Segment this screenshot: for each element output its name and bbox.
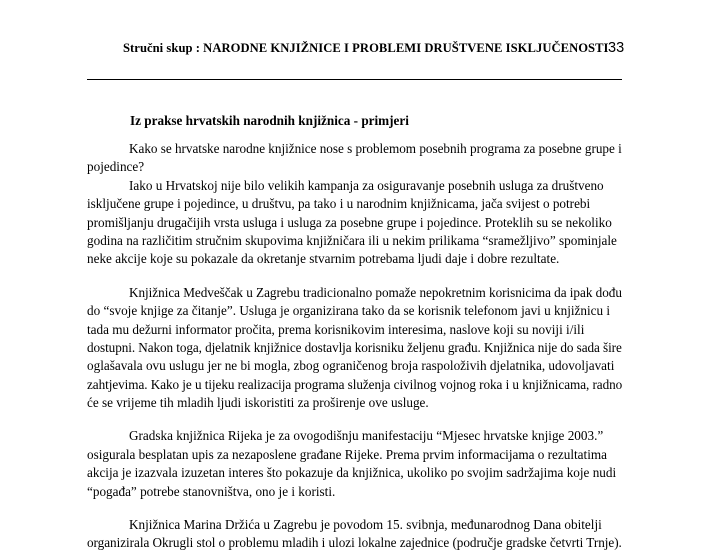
paragraph-gap [87,269,622,284]
body-text [87,140,622,553]
page-number: 33 [608,40,625,56]
text-line: Gradska knjižnica Rijeka je za ovogodišnju manifestaciju “Mjesec hrvatske knjige 2003.” [129,428,604,444]
text-line: isključene grupe i pojedince, u društvu, pa tako i u narodnim knjižnicama, jača svijest o potrebi [87,196,591,212]
text-line: do “svoje knjige za čitanje”. Usluga je organizirana tako da se korisnik telefonom javi u knjižnicu i [87,303,611,319]
text-line: oglašavala ovu uslugu jer ne bi mogla, zbog ograničenog broja raspoloživih djelatnika, udovoljavati [87,358,615,374]
text-line: osigurala besplatan upis za nezaposlene građane Rijeke. Prema prvim informacijama o rezultatima [87,446,607,462]
text-line: pojedince? [87,159,145,175]
text-line: Knjižnica Marina Držića u Zagrebu je povodom 15. svibnja, međunarodnog Dana obitelji [129,517,602,533]
text-line: “pogađa” potrebe stanovništva, ono je i koristi. [87,483,336,499]
paragraph-question [87,140,622,177]
running-header [0,38,706,60]
header-rule [87,79,622,80]
text-line: akcija je izazvala izuzetan interes što pokazuje da knjižnica, ukoliko po svojim sadržajima koje nudi [87,465,617,481]
paragraph-rijeka [87,427,622,501]
text-line: Iako u Hrvatskoj nije bilo velikih kampanja za osiguravanje posebnih usluga za društveno [129,177,604,193]
paragraph-medvescak [87,284,622,413]
text-line: dostupni. Nakon toga, djelatnik knjižnice dostavlja korisniku željenu građu. Knjižnica nije do sada šire [87,339,622,355]
running-header-title: Stručni skup : NARODNE KNJIŽNICE I PROBLEMI DRUŠTVENE ISKLJUČENOSTI [123,41,609,55]
text-line: Knjižnica Medveščak u Zagrebu tradicionalno pomaže nepokretnim korisnicima da ipak dođu [129,284,622,300]
paragraph-gap [87,412,622,427]
text-line: zahtjevima. Kako je u tijeku realizacija programa služenja civilnog vojnog roka i u knjižnicama, radno [87,376,623,392]
paragraph-awareness [87,177,622,269]
text-line: godina na različitim stručnim skupovima knjižničara ili u nekim prilikama “sramežljivo” spominjale [87,232,617,248]
text-line: organizirala Okrugli stol o problemu mladih i ulozi lokalne zajednice (područje gradske četvrti Trnje). [87,535,622,551]
text-line: Kako se hrvatske narodne knjižnice nose s problemom posebnih programa za posebne grupe i [129,141,622,156]
text-line: promišljanju drugačijih vrsta usluga i usluga za posebne grupe i pojedince. Proteklih su se nekoliko [87,214,612,230]
section-heading: Iz prakse hrvatskih narodnih knjižnica - primjeri [130,113,409,128]
text-line: tada mu dežurni informator pročita, prema korisnikovim interesima, naslove koji su noviji i/ili [87,321,585,337]
text-line: neke akcije koje su pokazale da okretanje stvarnim potrebama ljudi daje i dobre rezultate. [87,251,560,267]
paragraph-marin-drzic [87,516,622,553]
text-line: će se vrijeme tih mladih ljudi iskoristiti za proširenje ove usluge. [87,395,429,411]
paragraph-gap [87,501,622,516]
